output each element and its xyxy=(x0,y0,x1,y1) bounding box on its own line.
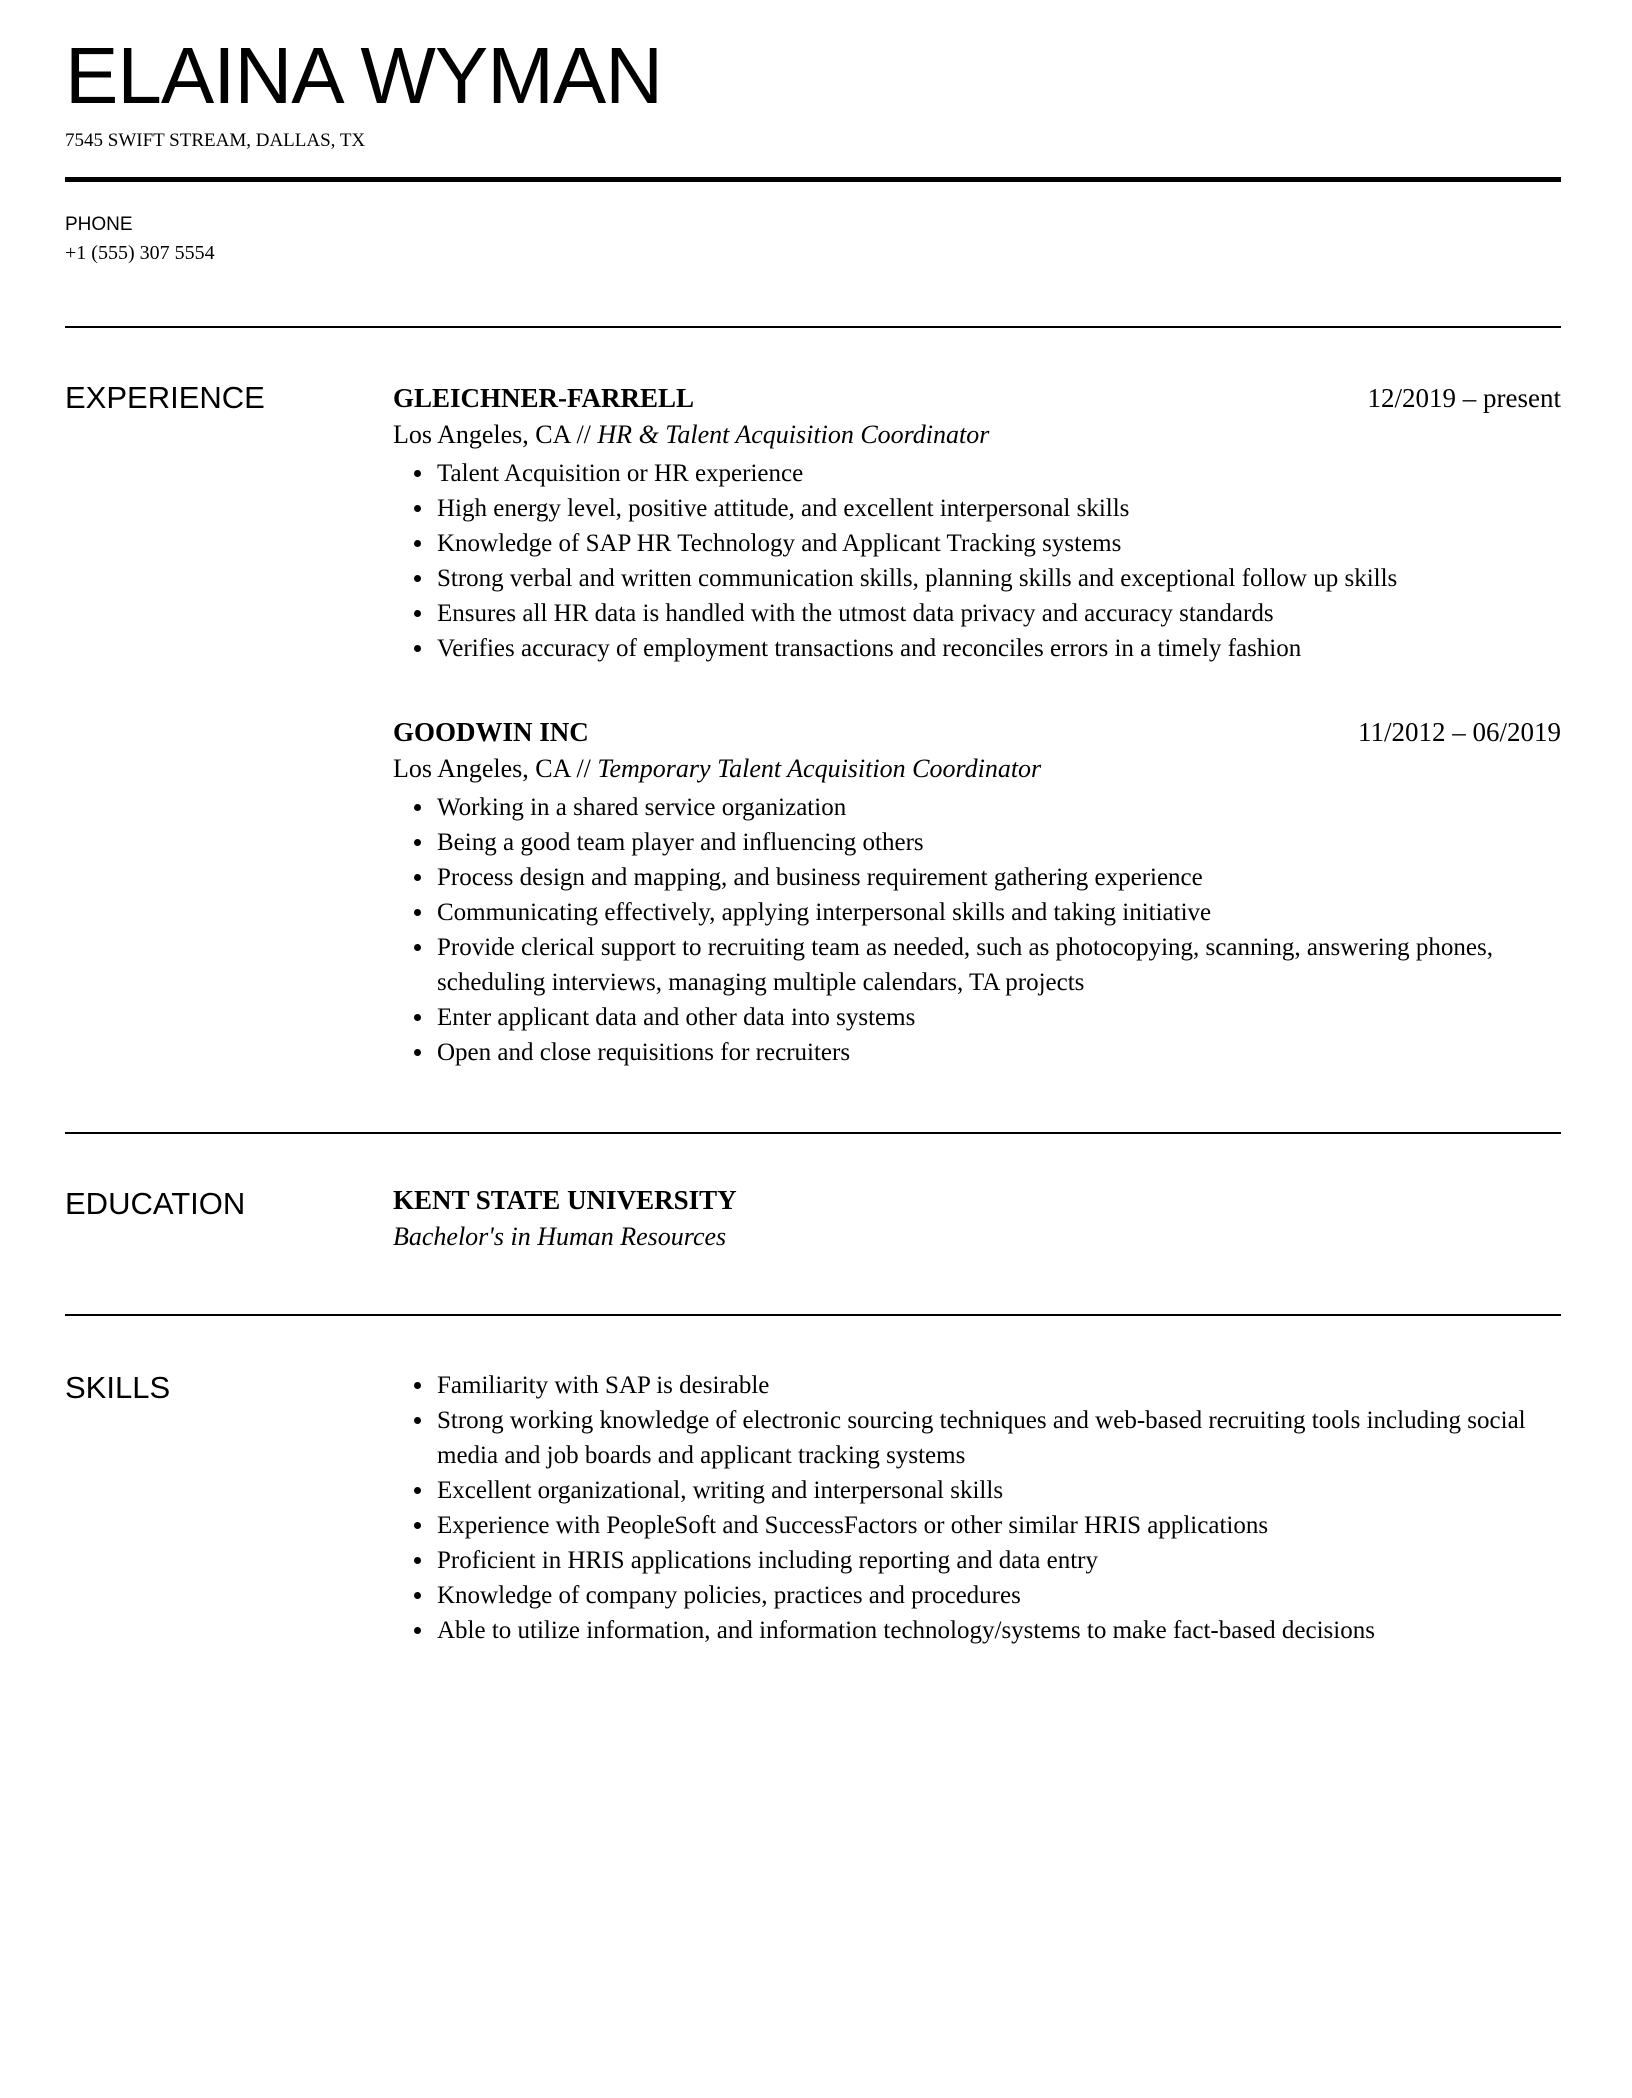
resume xyxy=(65,0,1561,1648)
job-entry xyxy=(393,380,1561,666)
section-divider xyxy=(65,326,1561,328)
job-bullet: • Provide clerical support to recruiting team as needed, such as photocopying, scanning, answering phones, scheduling interviews, managing multiple calendars, TA projects xyxy=(435,930,1561,1000)
job-bullet: • Ensures all HR data is handled with the utmost data privacy and accuracy standards xyxy=(435,596,1561,631)
separator: // xyxy=(576,754,591,783)
experience-section xyxy=(65,380,1561,1070)
skill-item: • Excellent organizational, writing and interpersonal skills xyxy=(435,1473,1561,1508)
company-name: GLEICHNER-FARRELL xyxy=(393,383,695,413)
skill-item: • Knowledge of company policies, practices and procedures xyxy=(435,1578,1561,1613)
header-divider xyxy=(65,177,1561,182)
job-title: Temporary Talent Acquisition Coordinator xyxy=(597,754,1042,783)
job-dates: 11/2012 – 06/2019 xyxy=(1357,717,1561,747)
job-bullet: • Enter applicant data and other data into systems xyxy=(435,1000,1561,1035)
skill-item: • Able to utilize information, and information technology/systems to make fact-based decisions xyxy=(435,1613,1561,1648)
job-bullet: • Communicating effectively, applying interpersonal skills and taking initiative xyxy=(435,895,1561,930)
job-location: Los Angeles, CA xyxy=(393,754,570,783)
job-bullet: • Process design and mapping, and business requirement gathering experience xyxy=(435,860,1561,895)
skill-item: • Familiarity with SAP is desirable xyxy=(435,1368,1561,1403)
section-divider xyxy=(65,1314,1561,1316)
candidate-name: ELAINA WYMAN xyxy=(65,31,663,120)
job-bullet: • Strong verbal and written communication skills, planning skills and exceptional follow up skills xyxy=(435,561,1561,596)
phone-number: +1 (555) 307 5554 xyxy=(65,242,215,264)
company-name: GOODWIN INC xyxy=(393,717,589,747)
job-bullet: • High energy level, positive attitude, and excellent interpersonal skills xyxy=(435,491,1561,526)
job-bullet: • Knowledge of SAP HR Technology and Applicant Tracking systems xyxy=(435,526,1561,561)
section-heading: EDUCATION xyxy=(65,1186,246,1221)
job-entry xyxy=(393,714,1561,1070)
degree: Bachelor's in Human Resources xyxy=(393,1222,727,1251)
phone-label: PHONE xyxy=(65,214,133,235)
skill-item: • Experience with PeopleSoft and SuccessFactors or other similar HRIS applications xyxy=(435,1508,1561,1543)
section-divider xyxy=(65,1132,1561,1134)
address: 7545 SWIFT STREAM, DALLAS, TX xyxy=(65,130,366,151)
section-heading: EXPERIENCE xyxy=(65,380,265,415)
job-bullet: • Working in a shared service organization xyxy=(435,790,1561,825)
job-bullet: • Being a good team player and influencing others xyxy=(435,825,1561,860)
section-heading: SKILLS xyxy=(65,1370,171,1405)
job-bullet: • Open and close requisitions for recruiters xyxy=(435,1035,1561,1070)
job-dates: 12/2019 – present xyxy=(1367,383,1561,413)
skill-item: • Proficient in HRIS applications including reporting and data entry xyxy=(435,1543,1561,1578)
job-location: Los Angeles, CA xyxy=(393,420,570,449)
job-title: HR & Talent Acquisition Coordinator xyxy=(597,420,990,449)
education-section xyxy=(65,1182,1561,1256)
separator: // xyxy=(576,420,591,449)
job-bullet: • Talent Acquisition or HR experience xyxy=(435,456,1561,491)
skill-item: • Strong working knowledge of electronic sourcing techniques and web-based recruiting tools including social media and job boards and applicant tracking systems xyxy=(435,1403,1561,1473)
school-name: KENT STATE UNIVERSITY xyxy=(393,1185,737,1215)
job-bullet: • Verifies accuracy of employment transactions and reconciles errors in a timely fashion xyxy=(435,631,1561,666)
skills-section xyxy=(65,1368,1561,1648)
